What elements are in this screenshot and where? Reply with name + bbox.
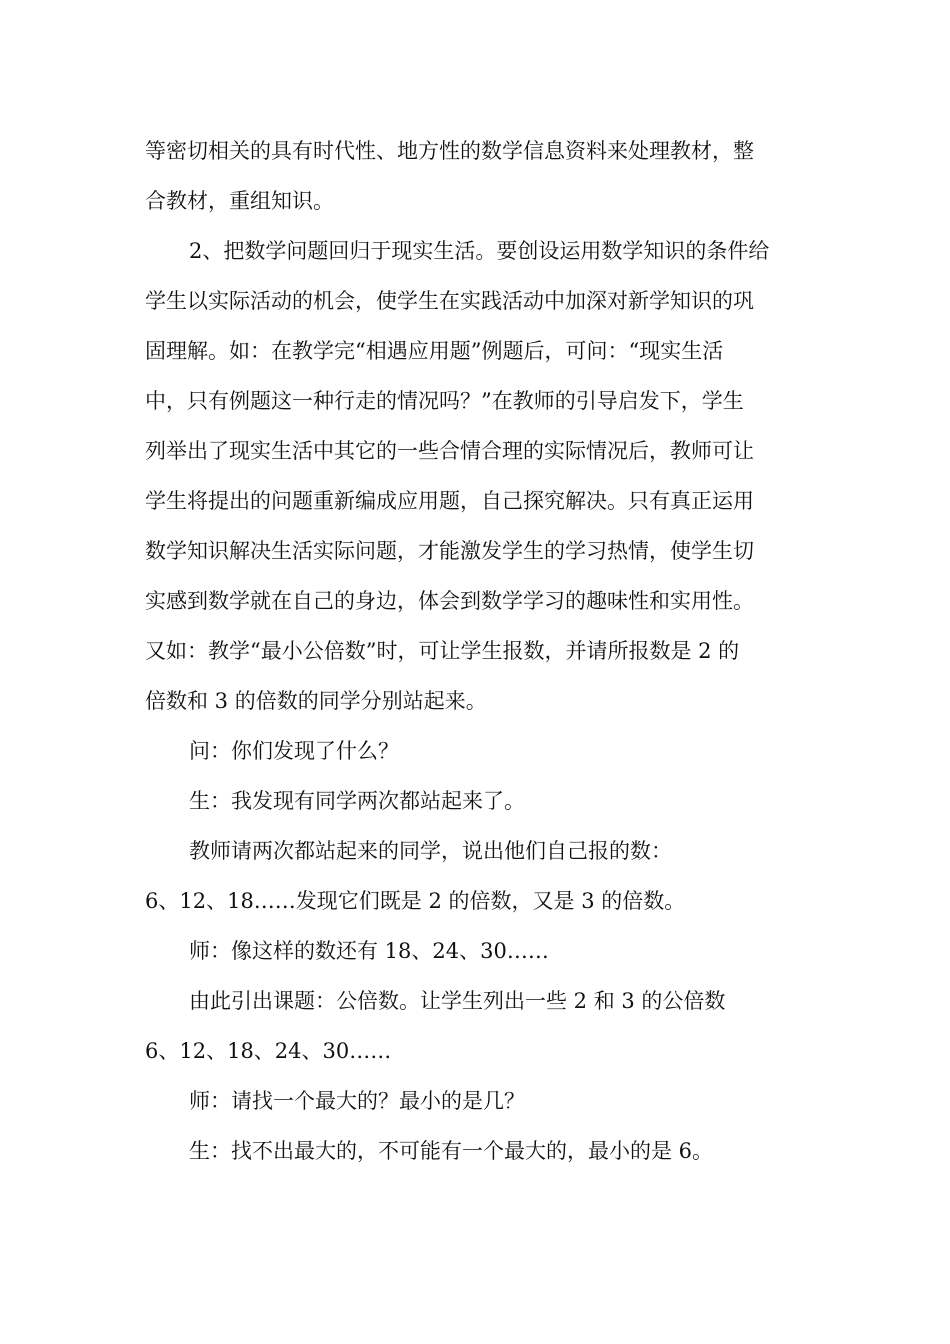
text-line: 合教材，重组知识。 (145, 189, 334, 213)
text-line: 等密切相关的具有时代性、地方性的数学信息资料来处理教材，整 (145, 139, 754, 163)
text-line: 学生以实际活动的机会，使学生在实践活动中加深对新学知识的巩 (145, 289, 754, 313)
text-line: 倍数和 3 的倍数的同学分别站起来。 (145, 689, 487, 713)
text-line: 6、12、18、24、30…… (145, 1039, 392, 1063)
dialogue-line: 师：请找一个最大的？最小的是几？ (189, 1089, 525, 1113)
text-line: 列举出了现实生活中其它的一些合情合理的实际情况后，教师可让 (145, 439, 754, 463)
text-line: 又如：教学“最小公倍数”时，可让学生报数，并请所报数是 2 的 (145, 639, 740, 663)
text-line: 6、12、18……发现它们既是 2 的倍数，又是 3 的倍数。 (145, 889, 686, 913)
text-line: 中，只有例题这一种行走的情况吗？”在教师的引导启发下，学生 (145, 389, 744, 413)
text-line: 固理解。如：在教学完“相遇应用题”例题后，可问：“现实生活 (145, 339, 724, 363)
dialogue-line: 生：找不出最大的，不可能有一个最大的，最小的是 6。 (189, 1139, 714, 1163)
text-line: 教师请两次都站起来的同学，说出他们自己报的数： (189, 839, 672, 863)
text-line: 2、把数学问题回归于现实生活。要创设运用数学知识的条件给 (189, 239, 770, 263)
dialogue-line: 问：你们发现了什么？ (189, 739, 399, 763)
text-line: 由此引出课题：公倍数。让学生列出一些 2 和 3 的公倍数 (189, 989, 726, 1013)
dialogue-line: 生：我发现有同学两次都站起来了。 (189, 789, 525, 813)
dialogue-line: 师：像这样的数还有 18、24、30…… (189, 939, 549, 963)
text-line: 数学知识解决生活实际问题，才能激发学生的学习热情，使学生切 (145, 539, 754, 563)
document-body (145, 126, 810, 1176)
text-line: 实感到数学就在自己的身边，体会到数学学习的趣味性和实用性。 (145, 589, 754, 613)
text-line: 学生将提出的问题重新编成应用题，自己探究解决。只有真正运用 (145, 489, 754, 513)
